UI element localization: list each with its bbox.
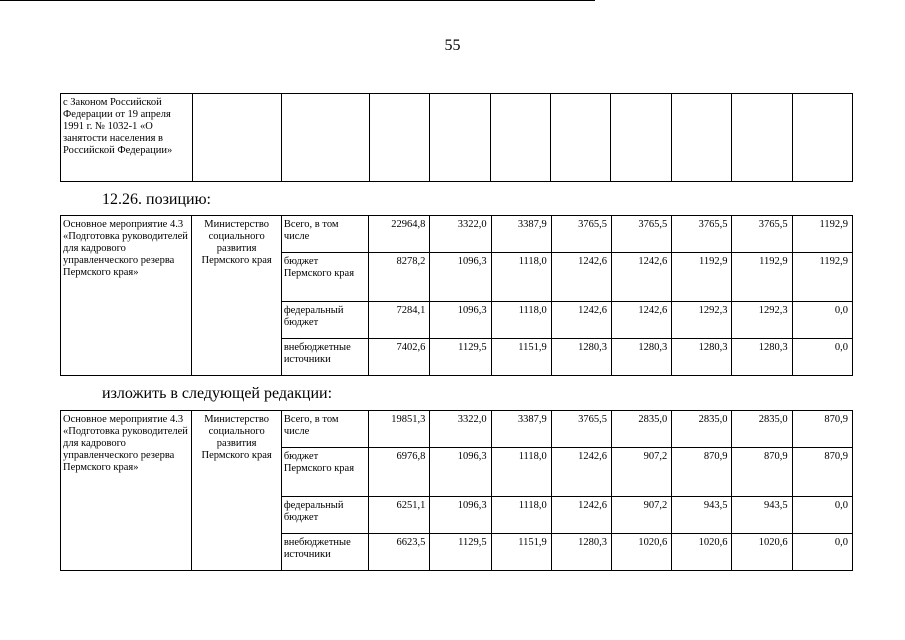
value-cell: 1280,3 — [672, 339, 732, 376]
source-cell: бюджет Пермского края — [281, 448, 368, 497]
value-cell: 1242,6 — [612, 253, 672, 302]
value-cell: 19851,3 — [369, 411, 430, 448]
value-cell: 1151,9 — [491, 534, 551, 571]
value-cell: 0,0 — [792, 339, 852, 376]
value-cell: 1151,9 — [491, 339, 551, 376]
value-cell: 1020,6 — [672, 534, 732, 571]
value-cell: 1020,6 — [612, 534, 672, 571]
executor-cell: Министерство социального развития Пермского края — [192, 216, 281, 376]
value-cell: 3765,5 — [612, 216, 672, 253]
value-cell: 1129,5 — [430, 534, 491, 571]
continuation-cell-text: с Законом Российской Федерации от 19 апреля 1991 г. № 1032-1 «О занятости населения в Российской Федерации» — [61, 94, 193, 182]
empty-cell — [551, 94, 611, 182]
section-heading-position: 12.26. позицию: — [102, 191, 211, 208]
value-cell: 1096,3 — [430, 448, 491, 497]
value-cell: 6623,5 — [369, 534, 430, 571]
empty-cell — [732, 94, 792, 182]
activity-cell: Основное мероприятие 4.3 «Подготовка руководителей для кадрового управленческого резерва Пермского края» — [61, 411, 192, 571]
value-cell: 870,9 — [792, 411, 852, 448]
value-cell: 1118,0 — [491, 448, 551, 497]
value-cell: 8278,2 — [369, 253, 430, 302]
section-heading-new-version: изложить в следующей редакции: — [102, 385, 333, 402]
empty-cell — [369, 94, 429, 182]
value-cell: 2835,0 — [672, 411, 732, 448]
source-cell: федеральный бюджет — [281, 302, 368, 339]
empty-cell — [792, 94, 852, 182]
value-cell: 1280,3 — [551, 534, 611, 571]
continuation-table — [60, 93, 853, 182]
value-cell: 1096,3 — [430, 497, 491, 534]
value-cell: 3765,5 — [551, 411, 611, 448]
value-cell: 1242,6 — [551, 253, 611, 302]
empty-cell — [282, 94, 370, 182]
value-cell: 3765,5 — [551, 216, 611, 253]
value-cell: 2835,0 — [732, 411, 792, 448]
value-cell: 1118,0 — [491, 253, 551, 302]
source-cell: бюджет Пермского края — [281, 253, 368, 302]
value-cell: 870,9 — [732, 448, 792, 497]
value-cell: 1192,9 — [672, 253, 732, 302]
value-cell: 907,2 — [612, 448, 672, 497]
value-cell: 1242,6 — [551, 448, 611, 497]
old-position-table — [60, 215, 853, 376]
value-cell: 1096,3 — [430, 302, 491, 339]
value-cell: 6251,1 — [369, 497, 430, 534]
new-position-table — [60, 410, 853, 571]
value-cell: 943,5 — [732, 497, 792, 534]
value-cell: 1118,0 — [491, 497, 551, 534]
value-cell: 7284,1 — [369, 302, 430, 339]
value-cell: 3765,5 — [732, 216, 792, 253]
table-row — [61, 411, 853, 448]
empty-cell — [671, 94, 731, 182]
value-cell: 1242,6 — [551, 497, 611, 534]
value-cell: 1020,6 — [732, 534, 792, 571]
top-rule — [0, 0, 595, 1]
value-cell: 943,5 — [672, 497, 732, 534]
value-cell: 3322,0 — [430, 411, 491, 448]
value-cell: 1280,3 — [732, 339, 792, 376]
value-cell: 6976,8 — [369, 448, 430, 497]
source-cell: внебюджетные источники — [281, 534, 368, 571]
value-cell: 1292,3 — [672, 302, 732, 339]
source-cell: федеральный бюджет — [281, 497, 368, 534]
value-cell: 1280,3 — [612, 339, 672, 376]
value-cell: 1242,6 — [612, 302, 672, 339]
executor-cell: Министерство социального развития Пермского края — [192, 411, 281, 571]
source-cell: внебюджетные источники — [281, 339, 368, 376]
source-cell: Всего, в том числе — [281, 411, 368, 448]
empty-cell — [611, 94, 671, 182]
value-cell: 1242,6 — [551, 302, 611, 339]
table-row — [61, 216, 853, 253]
value-cell: 2835,0 — [612, 411, 672, 448]
empty-cell — [430, 94, 490, 182]
source-cell: Всего, в том числе — [281, 216, 368, 253]
value-cell: 1192,9 — [792, 253, 852, 302]
value-cell: 3387,9 — [491, 216, 551, 253]
empty-cell — [490, 94, 550, 182]
value-cell: 870,9 — [792, 448, 852, 497]
value-cell: 3387,9 — [491, 411, 551, 448]
value-cell: 22964,8 — [369, 216, 430, 253]
value-cell: 1118,0 — [491, 302, 551, 339]
value-cell: 0,0 — [792, 497, 852, 534]
value-cell: 907,2 — [612, 497, 672, 534]
page-number: 55 — [444, 37, 461, 54]
value-cell: 0,0 — [792, 534, 852, 571]
value-cell: 1292,3 — [732, 302, 792, 339]
value-cell: 1096,3 — [430, 253, 491, 302]
value-cell: 1280,3 — [551, 339, 611, 376]
value-cell: 1192,9 — [792, 216, 852, 253]
value-cell: 7402,6 — [369, 339, 430, 376]
value-cell: 0,0 — [792, 302, 852, 339]
value-cell: 870,9 — [672, 448, 732, 497]
activity-cell: Основное мероприятие 4.3 «Подготовка руководителей для кадрового управленческого резерва Пермского края» — [61, 216, 192, 376]
empty-cell — [192, 94, 282, 182]
value-cell: 1129,5 — [430, 339, 491, 376]
value-cell: 3322,0 — [430, 216, 491, 253]
value-cell: 3765,5 — [672, 216, 732, 253]
value-cell: 1192,9 — [732, 253, 792, 302]
